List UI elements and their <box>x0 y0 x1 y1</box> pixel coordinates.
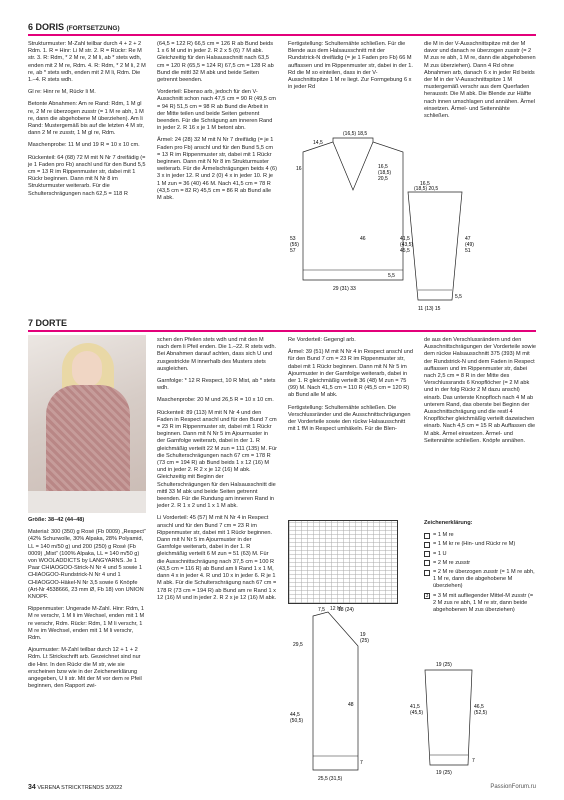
paragraph: Rückenteil: 89 (113) M mit N Nr 4 und den Faden in Respect anschl und für den Bund 7 cm = 23 R im Rippenmuster str, dabei mit 1 Rückr beginnen. Dann mit N Nr 5 im Ajourmuster in der Garnfolge weiterarb, dabei in der 1. R gleichmäßig verteilt 22 M zun = 111 (135) M. Für die Schulterschrägungen nach 67 cm = 178 R (73 cm = 194 R) ab Bund beids 1 x 12 (16) M und in jeder 2. R 2 x je 12 (16) M abk. Gleichzeitig mit Beginn der Schulterschrägungen für den Halsausschnitt die mittl 33 M abk und beide Seiten getrennt beenden. Für die Rundung am inneren Rand in jeder 2. R 1 x 2 und 1 x 1 M abk. <box>157 409 277 510</box>
svg-text:41,5: 41,5 <box>410 704 420 710</box>
svg-text:7: 7 <box>472 758 475 764</box>
legend-item: = 2 M re zusstr <box>424 560 536 567</box>
paragraph: Garnfolge: * 12 R Respect, 10 R Mist, ab * stets wdh. <box>157 378 276 392</box>
schematic-svg <box>410 660 490 778</box>
dim-label: (49) <box>465 242 474 248</box>
svg-text:19 (25): 19 (25) <box>436 770 452 776</box>
svg-text:46,5: 46,5 <box>474 704 484 710</box>
paragraph: Ärmel: 24 (28) 32 M mit N Nr 7 dreifädig (= je 1 Faden pro Fb) anschl und für den Bund 5,5 cm = 13 R im Rippenmuster str, dabei mit 1 Rückr beginnen. Dann mit N Nr 8 im Strukturmuster weiterarb. Für die Ärmelschrägungen beids 4 (6) 3 x in jeder 12. R und 2 (0) 4 x in jeder 10. R je 1 M zun = 36 (40) 46 M. Nach 41,5 cm = 78 R (43,5 cm = 82 R) 45,5 cm = 86 R ab Bund alle M abk. <box>157 137 278 202</box>
model-photo <box>28 335 146 513</box>
svg-text:(25): (25) <box>360 638 369 644</box>
issue-label: VERENA STRICKTRENDS 3/2022 <box>37 785 123 791</box>
schematic-sleeve <box>410 660 490 778</box>
paragraph: Strukturmuster: M-Zahl teilbar durch 4 + 2 + 2 Rdm. 1. R = Hinr: Li M str. 2. R = Rückr: Re M str. 3. R: Rdm, * 2 M re, 2 M li, ab * stets wdh, enden mit 2 M re, Rdm. 4. R: Rdm, * 2 M li, 2 M re, ab * stets wdh, enden mit 2 M li, Rdm. Die 1.–4. R stets wdh. <box>28 41 146 84</box>
paragraph: Gl re: Hinr re M, Rückr li M. <box>28 89 96 96</box>
legend-item: = 1 U <box>424 551 536 558</box>
legend-item: = 1 M kr re (Hin- und Rückr re M) <box>424 541 536 548</box>
chart-repeat-label: 12 M <box>330 606 342 612</box>
section-title: 6 DORIS <box>28 22 65 32</box>
dim-label: 29 (31) 33 <box>333 286 356 292</box>
watermark: PassionForum.ru <box>490 784 536 790</box>
dim-label: 5,5 <box>455 294 462 300</box>
text-column-1 <box>28 517 148 695</box>
dim-label: 14,5 <box>313 140 323 146</box>
section-heading-dorte <box>28 318 67 329</box>
paragraph: Maschenprobe: 20 M und 26,5 R = 10 x 10 cm. <box>157 397 274 404</box>
section-title: 7 DORTE <box>28 318 68 328</box>
dim-label: 57 <box>290 248 296 254</box>
text-column-1 <box>28 41 148 203</box>
svg-text:(52,5): (52,5) <box>474 710 488 716</box>
paragraph: Ajourmuster: M-Zahl teilbar durch 12 + 1 + 2 Rdm. Lt Strickschrift arb. Gezeichnet sind nur die Hinr. In den Rückr die M str, wie sie erscheinen bzw wie in der Zeichenerklärung angegeben, U li str. Mit der M vor dem re Pfeil beginnen, den Rapport zwi- <box>28 647 142 690</box>
legend <box>424 520 536 616</box>
dim-label: 47 <box>465 236 471 242</box>
paragraph: die M in der V-Ausschnittspitze mit der M davor und danach re überzogen zusstr (= 2 M zus re abh, 1 M re, dann die abgehobenen M zus überziehen). Dann 4 Rd ohne Abnahmen arb, danach 6 x in jeder Rd beids der M in der V-Ausschnittspitze 1 M mustergemäß verschr aus dem Querfaden herausstr. Die M abk. Die Blende zur Hälfte nach innen umschlagen und annähen. Ärmel einsetzen. Ärmel- und Seitennähte schließen. <box>424 41 536 120</box>
text-column-3 <box>288 41 414 96</box>
paragraph: Vorderteil: Ebenso arb, jedoch für den V-Ausschnitt schon nach 47,5 cm = 90 R (49,5 cm = 94 R) 51,5 cm = 98 R ab Bund die Arbeit in der Mitte teilen und beide Seiten getrennt beenden. Für die Schrägung am inneren Rand in jeder 2. R 16 x je 1 M betont abn. <box>157 89 276 132</box>
svg-text:29,5: 29,5 <box>293 642 303 648</box>
schematic-svg <box>288 130 418 310</box>
paragraph: Ärmel: 39 (51) M mit N Nr 4 in Respect anschl und für den Bund 7 cm = 23 R im Rippenmuster str, dabei mit 1 Rückr beginnen. Dann mit N Nr 5 im Ajourmuster in der Garnfolge weiterarb, dabei in der 1. R gleichmäßig verteilt 36 (48) M zun = 75 (99) M. Nach 41,5 cm = 110 R (45,5 cm = 120 R) ab Bund alle M abk. <box>288 349 413 399</box>
paragraph: Material: 300 (350) g Rosé (Fb 0009) „Respect“ (42% Schurwolle, 30% Alpaka, 28% Polyamid, LL = 140 m/50 g) und 200 (250) g Rosé (Fb 0009) „Mist“ (100% Alpaka, LL = 140 m/50 g) von WOOLADDICTS by LANGYARNS. Je 1 Paar CHIAOGOO-Strick-N Nr 4 und 5 sowie 1 CHIAOGOO-Rundstrick-N Nr 4 und 1 CHIAOGOO-Häkel-N Nr 3,5 sowie 6 Knöpfe (Art-Nr 4538666, 23 mm Ø, Fb 18) von UNION KNOPF. <box>28 529 146 601</box>
svg-text:19: 19 <box>360 632 366 638</box>
schematic-svg <box>400 180 480 320</box>
svg-text:(50,5): (50,5) <box>290 718 304 724</box>
paragraph: Rippenmuster: Ungerade M-Zahl. Hinr: Rdm, 1 M re verschr, 1 M li im Wechsel, enden mit 1 M re verschr, Rdm. Rückr: Rdm, 1 M li verschr, 1 M re im Wechsel, enden mit 1 M li verschr, Rdm. <box>28 606 145 642</box>
svg-text:19 (25): 19 (25) <box>436 662 452 668</box>
text-column-2 <box>157 337 277 607</box>
svg-text:(45,5): (45,5) <box>410 710 424 716</box>
svg-text:25,5 (31,5): 25,5 (31,5) <box>318 776 343 782</box>
dim-label: 45,5 <box>400 248 410 254</box>
paragraph: Fertigstellung: Schulternähte schließen. Die Verschlussränder und die Ausschnittschrägungen der Vorderteile sowie den rückw Halsausschnitt mit 1 fM in Respect umhäkeln. Für die Blen- <box>288 404 411 433</box>
legend-item: = 2 M re überzogen zusstr (= 1 M re abh, 1 M re, dann die abgehobene M überziehen) <box>424 569 536 591</box>
section-divider <box>28 34 536 36</box>
section-subtitle: (FORTSETZUNG) <box>66 25 120 32</box>
paragraph: de aus den Verschlussrändern und den Ausschnittschrägungen der Vorderteile sowie dem rückw Halsausschnitt 375 (393) M mit der Rundstrick-N und dem Faden in Respect auffassen und im Rippenmuster str, dabei nach 2,5 cm = 8 R in der Mitte des Verschlussrands 6 Knopflöcher (= 2 M abk und in der folg Rückr 2 M dazu anschl) einarb. Das unterste Knopfloch nach 4 M ab unterem Rand, das oberste bei Beginn der Ausschnittschrägung und die restl 4 Knopflöcher gleichmäßig verteilt dazwischen einarb. Nach 4,5 cm = 15 R ab Auffassen die M abk. Ärmel einsetzen. Ärmel- und Seitennähte schließen. Knöpfe annähen. <box>424 337 536 444</box>
text-column-4 <box>424 41 536 125</box>
dim-label: (55) <box>290 242 299 248</box>
dim-label: 11 (13) 15 <box>418 306 441 312</box>
schematic-svg <box>288 606 378 784</box>
paragraph: Fertigstellung: Schulternähte schließen. Für die Blende aus dem Halsausschnitt mit der Rundstrick-N dreifädig (= je 1 Faden pro Fb) 66 M auffassen und im Rippenmuster str, dabei in der 1. Rd die M so einteilen, dass in der V-Ausschnittspitze 1 M re liegt. Zur Formgebung 6 x in jeder Rd <box>288 41 413 91</box>
knitting-chart <box>288 520 398 604</box>
dim-label: 5,5 <box>388 273 395 279</box>
legend-title: Zeichenerklärung: <box>424 520 473 526</box>
size-label: Größe: 38–42 (44–48) <box>28 517 85 523</box>
paragraph: Betonte Abnahmen: Am re Rand: Rdm, 1 M gl re, 2 M re überzogen zusstr (= 1 M re abh, 1 M re, dann die abgehobene M überziehen). Am li Rand: Mustergemäß bis auf die letzten 4 M str, dann 2 M re zusstr, 1 M gl re, Rdm. <box>28 101 144 137</box>
schematic-front-back <box>288 130 418 310</box>
schematic-sleeve <box>400 180 480 320</box>
svg-text:48: 48 <box>348 702 354 708</box>
paragraph: Maschenprobe: 11 M und 19 R = 10 x 10 cm. <box>28 142 140 149</box>
paragraph: Li Vorderteil: 45 (57) M mit N Nr 4 in Respect anschl und für den Bund 7 cm = 23 R im Rippenmuster str, dabei mit 1 Rückr beginnen. Dann mit N Nr 5 im Ajourmuster in der Garnfolge weiterarb, dabei in der 1. R gleichmäßig verteilt 6 M zun = 51 (63) M. Für die Ausschnittschrägung nach 37,5 cm = 100 R (43,5 cm = 116 R) ab Bund am li Rand 1 x 1 M, dann 4 x in jeder 4. R und 10 x in jeder 6. R je 1 M abk. Für die Schulterschrägung nach 67 cm = 178 R (73 cm = 194 R) ab Bund am re Rand 1 x 12 (16) M und in jeder 2. R 2 x je 12 (16) M abk. <box>157 515 277 601</box>
dim-label: 16 <box>296 166 302 172</box>
dim-label: 16,5 <box>420 181 430 187</box>
svg-text:44,5: 44,5 <box>290 712 300 718</box>
section-heading-doris <box>28 22 120 34</box>
dim-label: (43,5) <box>400 242 414 248</box>
dim-label: (18,5) <box>378 170 392 176</box>
text-column-4 <box>424 337 536 450</box>
dim-label: 46 <box>360 236 366 242</box>
dim-label: 20,5 <box>378 176 388 182</box>
dim-label: 16,5 <box>378 164 388 170</box>
legend-item: = 1 M re <box>424 532 536 539</box>
legend-item: 3 = 3 M mit aufliegender Mittel-M zusstr (= 2 M zus re abh, 1 M re str, dann beide abgehobenen M zus überziehen) <box>425 592 534 614</box>
paragraph: Re Vorderteil: Gegengl arb. <box>288 337 356 343</box>
text-column-2 <box>157 41 277 207</box>
dim-label: (16,5) 18,5 <box>343 131 368 137</box>
dim-label: (18,5) 20,5 <box>414 186 439 192</box>
svg-text:7: 7 <box>360 760 363 766</box>
paragraph: schen den Pfeilen stets wdh und mit den M nach dem li Pfeil enden. Die 1.–22. R stets wdh. Bei Abnahmen darauf achten, dass sich U und zusgestrickte M innerhalb des Musters stets ausgleichen. <box>157 337 277 372</box>
schematic-front <box>288 606 378 784</box>
page-footer <box>28 784 122 792</box>
paragraph: Rückenteil: 64 (68) 72 M mit N Nr 7 dreifädig (= je 1 Faden pro Fb) anschl und für den Bund 5,5 cm = 13 R im Rippenmuster str, dabei mit 1 Rückr beginnen. Dann mit N Nr 8 im Strukturmuster weiterarb. Für die Schulterschrägungen nach 62,5 = 118 R <box>28 154 146 197</box>
page-number: 34 <box>28 784 36 791</box>
svg-text:7,5: 7,5 <box>318 607 325 613</box>
text-column-3 <box>288 337 414 438</box>
dim-label: 41,5 <box>400 236 410 242</box>
dim-label: 51 <box>465 248 471 254</box>
svg-text:18 (24): 18 (24) <box>338 607 354 613</box>
dim-label: 53 <box>290 236 296 242</box>
section-divider <box>28 330 536 332</box>
paragraph: (64,5 = 122 R) 66,5 cm = 126 R ab Bund beids 1 x 6 M und in jeder 2. R 2 x 5 (6) 7 M abk. Gleichzeitig für den Halsausschnitt nach 63,5 cm = 120 R (65,5 = 124 R) 67,5 cm = 128 R ab Bund die mittl 32 M abk und beide Seiten getrennt beenden. <box>157 41 274 84</box>
